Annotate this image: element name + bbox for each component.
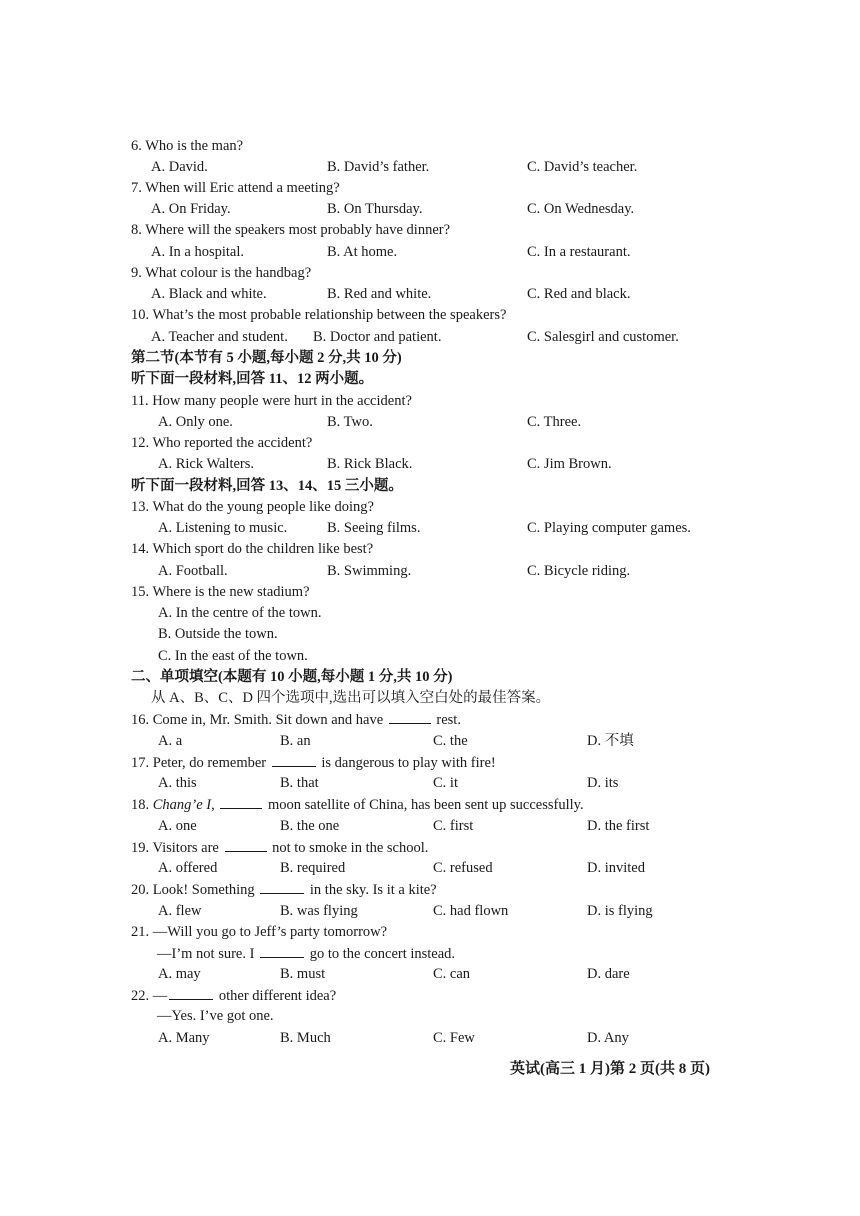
option-c: C. On Wednesday.: [527, 201, 635, 217]
question-stem: 13. What do the young people like doing?: [131, 499, 374, 515]
option-b: B. Outside the town.: [158, 626, 278, 642]
option-a: A. flew: [158, 903, 202, 919]
question-stem: [131, 879, 437, 901]
option-a: A. In a hospital.: [151, 244, 245, 260]
question-13: [0, 497, 860, 518]
comma: ,: [211, 797, 215, 813]
option-a: A. a: [158, 733, 183, 749]
part-2-instruction: 从 A、B、C、D 四个选项中,选出可以填入空白处的最佳答案。: [151, 690, 551, 706]
options-6: [0, 157, 860, 178]
dialogue-reply: —Yes. I’ve got one.: [157, 1008, 274, 1024]
question-7: [0, 178, 860, 199]
option-15-c: [0, 646, 860, 667]
question-21-reply: [0, 943, 860, 964]
options-12: [0, 454, 860, 475]
option-c: C. had flown: [433, 903, 509, 919]
question-stem: [131, 794, 584, 816]
option-a: A. Teacher and student.: [151, 329, 288, 345]
question-9: [0, 263, 860, 284]
page-footer: 英试(高三 1 月)第 2 页(共 8 页): [510, 1061, 710, 1077]
option-15-a: [0, 603, 860, 624]
question-stem: 12. Who reported the accident?: [131, 435, 313, 451]
option-c: C. Three.: [527, 414, 582, 430]
option-d: D. invited: [587, 860, 645, 876]
answer-blank: [169, 985, 213, 1000]
stem-after-blank: not to smoke in the school.: [272, 840, 429, 856]
option-d: D. its: [587, 775, 619, 791]
answer-blank: [272, 752, 316, 767]
option-c: C. refused: [433, 860, 493, 876]
option-d: D. is flying: [587, 903, 653, 919]
question-8: [0, 220, 860, 241]
satellite-name: Chang’e I: [152, 797, 212, 813]
stem-before-blank: 19. Visitors are: [131, 840, 219, 856]
option-c: C. Red and black.: [527, 286, 631, 302]
option-b: B. required: [280, 860, 346, 876]
option-b: B. At home.: [327, 244, 398, 260]
instruction-11-12: 听下面一段材料,回答 11、12 两小题。: [131, 371, 374, 387]
option-a: A. Football.: [158, 563, 228, 579]
section-instruction: [0, 476, 860, 497]
option-a: A. offered: [158, 860, 218, 876]
stem-after-blank: moon satellite of China, has been sent up successfully.: [268, 797, 584, 813]
options-8: [0, 242, 860, 263]
stem-after-blank: in the sky. Is it a kite?: [309, 882, 437, 898]
section-2-header: 第二节(本节有 5 小题,每小题 2 分,共 10 分): [131, 350, 402, 366]
option-a: A. Only one.: [158, 414, 233, 430]
options-9: [0, 284, 860, 305]
answer-blank: [260, 943, 304, 958]
question-stem: 11. How many people were hurt in the accident?: [131, 393, 412, 409]
question-stem: [131, 837, 428, 859]
part-2-header: 二、单项填空(本题有 10 小题,每小题 1 分,共 10 分): [131, 669, 453, 685]
option-b: B. Swimming.: [327, 563, 412, 579]
option-a: A. Black and white.: [151, 286, 267, 302]
options-16: [0, 731, 860, 752]
options-21: [0, 964, 860, 985]
section-instruction: [0, 369, 860, 390]
question-20: [0, 879, 860, 900]
question-number: 18.: [131, 797, 150, 813]
stem-after-blank: go to the concert instead.: [309, 946, 456, 962]
option-c: C. David’s teacher.: [527, 159, 638, 175]
part-header: [0, 667, 860, 688]
option-a: A. Many: [158, 1030, 210, 1046]
option-b: B. Much: [280, 1030, 331, 1046]
option-b: B. the one: [280, 818, 340, 834]
dialogue-reply: [157, 943, 455, 965]
option-c: C. Jim Brown.: [527, 456, 612, 472]
option-b: B. Red and white.: [327, 286, 432, 302]
options-14: [0, 561, 860, 582]
option-b: B. Doctor and patient.: [313, 329, 442, 345]
option-b: B. Rick Black.: [327, 456, 413, 472]
option-b: B. On Thursday.: [327, 201, 423, 217]
option-d: D. dare: [587, 966, 630, 982]
stem-before-blank: —I’m not sure. I: [157, 946, 255, 962]
answer-blank: [389, 709, 431, 724]
option-a: A. one: [158, 818, 197, 834]
question-12: [0, 433, 860, 454]
question-stem: [131, 709, 461, 731]
stem-after-blank: is dangerous to play with fire!: [321, 755, 496, 771]
answer-blank: [225, 837, 267, 852]
options-10: [0, 327, 860, 348]
instruction-13-15: 听下面一段材料,回答 13、14、15 三小题。: [131, 478, 403, 494]
part-instruction: [0, 688, 860, 709]
section-header: [0, 348, 860, 369]
question-stem: 8. Where will the speakers most probably have dinner?: [131, 222, 451, 238]
option-d: D. 不填: [587, 733, 634, 749]
question-stem: 15. Where is the new stadium?: [131, 584, 310, 600]
stem-after-blank: other different idea?: [218, 988, 337, 1004]
options-11: [0, 412, 860, 433]
question-stem: 7. When will Eric attend a meeting?: [131, 180, 340, 196]
question-stem: 14. Which sport do the children like best?: [131, 541, 374, 557]
stem-before-blank: 20. Look! Something: [131, 882, 255, 898]
question-11: [0, 391, 860, 412]
option-c: C. can: [433, 966, 471, 982]
option-15-b: [0, 624, 860, 645]
option-b: B. an: [280, 733, 311, 749]
options-20: [0, 901, 860, 922]
question-6: [0, 136, 860, 157]
option-a: A. Rick Walters.: [158, 456, 255, 472]
question-14: [0, 539, 860, 560]
option-c: C. Few: [433, 1030, 475, 1046]
question-stem: [131, 752, 496, 774]
option-a: A. Listening to music.: [158, 520, 288, 536]
options-18: [0, 816, 860, 837]
question-22: [0, 985, 860, 1006]
question-15: [0, 582, 860, 603]
question-22-reply: [0, 1006, 860, 1027]
option-c: C. In the east of the town.: [158, 648, 308, 664]
option-c: C. In a restaurant.: [527, 244, 631, 260]
question-stem: 21. —Will you go to Jeff’s party tomorrow?: [131, 924, 388, 940]
option-b: B. Seeing films.: [327, 520, 421, 536]
answer-blank: [260, 879, 304, 894]
options-13: [0, 518, 860, 539]
option-c: C. Bicycle riding.: [527, 563, 631, 579]
stem-before-blank: 22. —: [131, 988, 168, 1004]
options-19: [0, 858, 860, 879]
option-a: A. On Friday.: [151, 201, 231, 217]
option-c: C. it: [433, 775, 458, 791]
options-17: [0, 773, 860, 794]
option-b: B. Two.: [327, 414, 373, 430]
option-c: C. Salesgirl and customer.: [527, 329, 679, 345]
option-d: D. the first: [587, 818, 650, 834]
option-c: C. first: [433, 818, 474, 834]
option-c: C. Playing computer games.: [527, 520, 691, 536]
question-stem: 10. What’s the most probable relationship between the speakers?: [131, 307, 507, 323]
option-d: D. Any: [587, 1030, 629, 1046]
answer-blank: [220, 794, 262, 809]
question-stem: [131, 985, 336, 1007]
question-21: [0, 922, 860, 943]
question-17: [0, 752, 860, 773]
options-7: [0, 199, 860, 220]
option-b: B. David’s father.: [327, 159, 430, 175]
option-a: A. David.: [151, 159, 208, 175]
options-22: [0, 1028, 860, 1049]
option-b: B. must: [280, 966, 326, 982]
question-stem: 9. What colour is the handbag?: [131, 265, 312, 281]
option-c: C. the: [433, 733, 468, 749]
option-b: B. was flying: [280, 903, 358, 919]
question-10: [0, 305, 860, 326]
option-a: A. this: [158, 775, 197, 791]
question-19: [0, 837, 860, 858]
stem-after-blank: rest.: [436, 712, 461, 728]
question-16: [0, 709, 860, 730]
stem-before-blank: 16. Come in, Mr. Smith. Sit down and have: [131, 712, 384, 728]
option-a: A. In the centre of the town.: [158, 605, 322, 621]
stem-before-blank: 17. Peter, do remember: [131, 755, 267, 771]
question-18: [0, 794, 860, 815]
option-a: A. may: [158, 966, 201, 982]
option-b: B. that: [280, 775, 319, 791]
question-stem: 6. Who is the man?: [131, 138, 244, 154]
